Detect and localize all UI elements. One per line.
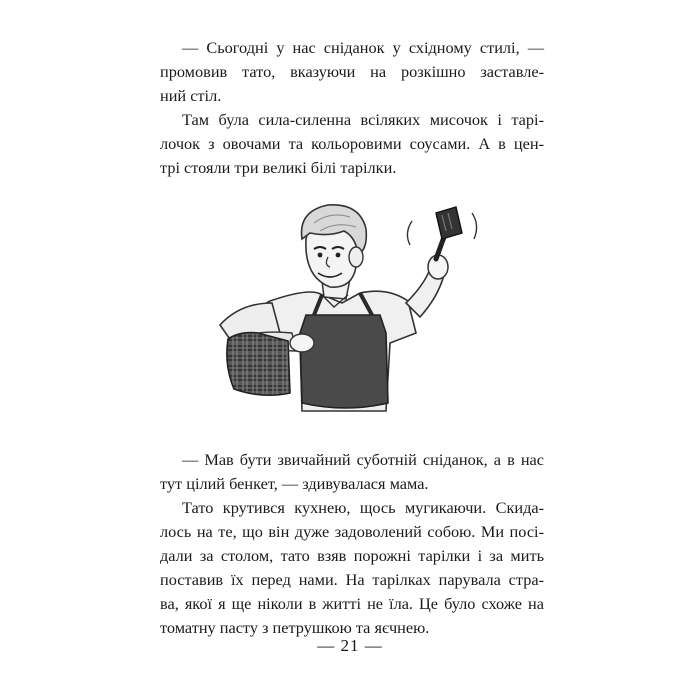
text-line: поставив їх перед нами. На тарілках парувала стра- xyxy=(160,570,544,589)
text-line: ний стіл. xyxy=(160,86,222,105)
dad-with-spatula-illustration xyxy=(210,193,500,415)
text-block-bottom xyxy=(160,448,544,640)
text-line: — Сьогодні у нас сніданок у східному стилі, — xyxy=(182,38,544,57)
text-line: Там була сила-силенна всіляких мисочок і тарі- xyxy=(182,110,544,129)
text-line: дали за столом, тато взяв порожні тарілки і за мить xyxy=(160,546,544,565)
text-line: томатну пасту з петрушкою та яєчнею. xyxy=(160,618,430,637)
text-line: промовив тато, вказуючи на розкішно заставле- xyxy=(160,62,544,81)
text-line: Тато крутився кухнею, щось мугикаючи. Скида- xyxy=(182,498,544,517)
text-line: — Мав бути звичайний суботній сніданок, а в нас xyxy=(182,450,544,469)
text-line: лочок з овочами та кольоровими соусами. А в цен- xyxy=(160,134,544,153)
page-number: — 21 — xyxy=(317,636,383,655)
text-line: лось на те, що він дуже задоволений собою. Ми посі- xyxy=(160,522,544,541)
text-line: ва, якої я ще ніколи в житті не їла. Це було схоже на xyxy=(160,594,544,613)
text-block-top xyxy=(160,36,544,180)
text-line: тут цілий бенкет, — здивувалася мама. xyxy=(160,474,429,493)
text-line: трі стояли три великі білі тарілки. xyxy=(160,158,397,177)
